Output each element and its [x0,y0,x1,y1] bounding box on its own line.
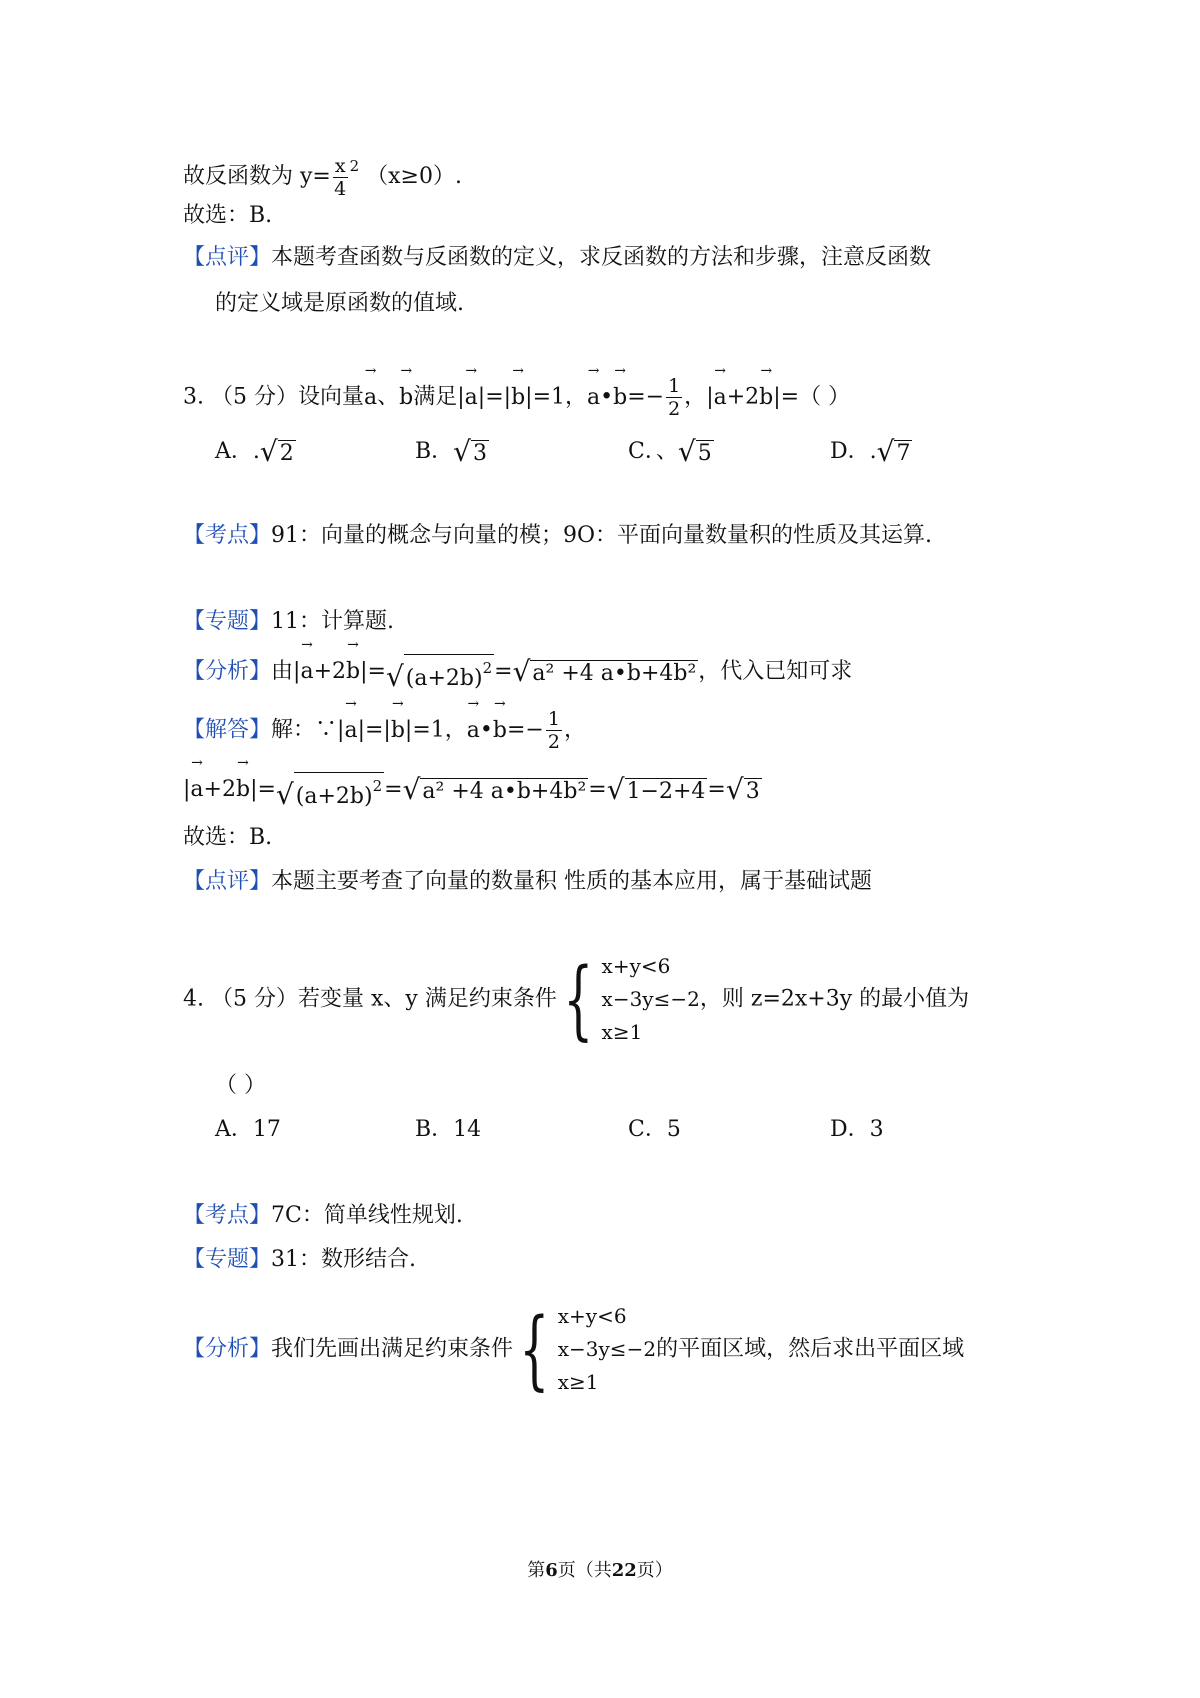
fenxi-tag: 【分析】 [183,659,272,684]
text: 第 [527,1560,546,1581]
text: ， [563,717,586,743]
radicand: a² +4 a•b+4b² [422,779,587,804]
vector-b: → b [236,770,250,806]
fraction-half [546,708,562,753]
numerator: 1 [547,708,560,730]
text: = [506,717,526,743]
brace-icon: { [563,949,594,1050]
radicand: 1−2+4 [626,779,706,804]
text: |= [250,777,276,802]
vector-b: → b [759,378,773,414]
q3-derivation [183,770,762,810]
text: | [706,384,714,410]
option-c[interactable] [628,1114,681,1146]
constraint: x−3y≤−2 [557,1337,657,1361]
q4-zhuanti [183,1244,416,1276]
constraint-system [513,1300,656,1399]
text: |=1， [404,717,467,743]
q3-fenxi [183,652,852,692]
option-value: 17 [252,1117,281,1142]
q3-kaodian [183,520,932,552]
text: |=| [477,384,512,410]
kaodian-text: 91：向量的概念与向量的模；9O：平面向量数量积的性质及其运算. [271,523,933,548]
denominator: 2 [547,731,560,753]
vector-a: → a [300,652,313,688]
option-label: D． [830,1117,870,1142]
vector-b: → b [346,652,360,688]
page-footer [0,1556,1200,1582]
inverse-function-line [183,150,462,200]
text: 的平面区域，然后求出平面区域 [656,1336,965,1362]
constraint: x+y<6 [601,954,671,978]
zhuanti-tag: 【专题】 [183,1247,272,1272]
text: = [707,777,726,802]
zhuanti-tag: 【专题】 [183,609,272,634]
q3-jieda: 【解答】解：∵|→ a|=|→ b|=1，→ a•→ b=− $\frac{1}{2}$ ， [183,708,586,753]
option-c[interactable] [628,436,714,468]
text: |=| [357,717,391,743]
numerator: x [334,154,346,177]
vector-b: → b [613,378,627,414]
constraint-system [557,950,700,1049]
question-number: 3. [183,384,204,410]
review-line-2: 的定义域是原函数的值域. [215,291,464,316]
option-label: A． [215,1117,253,1142]
denominator: 4 [334,177,347,200]
vector-b: → b [493,711,507,747]
question-3-stem: 3. （5 分）设向量→ a、→ b满足|→ a|=|→ b|=1，→ a•→ b=− $\frac{1}{2}$ ，|→ a+2→ b|=（ ） [183,375,850,420]
option-b[interactable] [415,1114,481,1146]
option-b[interactable] [415,436,489,468]
text: |= [360,659,386,684]
total-pages: 22 [611,1560,637,1581]
vector-a: → a [587,378,600,414]
zhuanti-text: 11：计算题. [271,609,395,634]
text: |=1， [525,384,587,410]
brace-icon: { [519,1299,550,1400]
vector-a: → a [344,711,357,747]
radicand [404,654,494,692]
radicand: a² +4 a•b+4b² [532,661,697,686]
review-text: 本题主要考查了向量的数量积 性质的基本应用，属于基础试题 [271,869,873,894]
sqrt: √ 3 [725,773,760,806]
sqrt: √ 2 [259,435,294,468]
text: +2 [726,384,760,410]
option-label: B． [415,1117,454,1142]
text: 设向量 [298,384,365,410]
option-a[interactable] [215,436,296,468]
text: = [494,659,513,684]
sqrt: √ a² +4 a•b+4b² [512,655,697,688]
option-d[interactable] [830,1114,884,1146]
text: 页（共 [557,1560,612,1581]
dot-symbol: • [600,384,614,410]
jieda-tag: 【解答】 [183,717,272,743]
text: 我们先画出满足约束条件 [271,1336,514,1362]
option-label: A． [215,439,253,464]
sqrt: √ 7 [876,435,911,468]
text: . [252,439,260,464]
option-label: C． [628,439,656,464]
text: = [588,777,607,802]
radicand: 5 [697,441,712,466]
sqrt: √ 1−2+4 [606,773,706,806]
review-tag: 【点评】 [183,245,272,270]
text: ，则 z=2x+3y 的最小值为 [699,986,970,1012]
radicand: 3 [745,779,760,804]
review-text: 本题考查函数与反函数的定义，求反函数的方法和步骤，注意反函数 [271,245,932,270]
option-a[interactable] [215,1114,281,1146]
text: 、 [377,384,400,410]
text: = [384,777,403,802]
text: . [869,439,877,464]
option-label: D． [830,439,870,464]
fraction [333,155,348,200]
vector-b: → b [399,378,413,414]
radicand [294,772,384,810]
text: |=（ ） [773,384,851,410]
question-score: （5 分） [211,384,298,410]
q4-kaodian [183,1200,463,1232]
option-label: C． [628,1117,667,1142]
text: ， [684,384,707,410]
exponent: 2 [349,157,360,175]
radicand: 3 [473,441,488,466]
vector-a: → a [465,378,478,414]
vector-b: → b [391,711,405,747]
text: 若变量 x、y 满足约束条件 [298,986,557,1012]
question-number: 4. [183,986,204,1012]
vector-a: → a [190,770,203,806]
option-value: 3 [869,1117,884,1142]
numerator: 1 [668,375,681,397]
review-line-1 [183,242,931,274]
fraction-half [666,375,682,420]
q3-zhuanti [183,606,394,638]
option-d[interactable] [830,436,912,468]
constraint: x≥1 [601,1020,643,1044]
kaodian-tag: 【考点】 [183,523,272,548]
q3-review [183,866,872,898]
text: （x≥0）. [366,164,462,189]
text: +2 [313,659,346,684]
text: = [627,384,646,410]
text: 页） [636,1560,673,1581]
sqrt: √ 3 [453,435,488,468]
text: ，代入已知可求 [698,659,853,684]
sqrt: √ 5 [677,435,712,468]
radicand: 2 [279,441,294,466]
question-score: （5 分） [211,986,298,1012]
vector-a: → a [364,378,377,414]
sqrt: √ $(a+2b)^2$ [276,770,384,810]
zhuanti-text: 31：数形结合. [271,1247,417,1272]
review-tag: 【点评】 [183,869,272,894]
constraint: x+y<6 [557,1304,627,1328]
exponent: 2 [482,659,493,677]
text: 由| [271,659,301,684]
sqrt: √ a² +4 a•b+4b² [402,773,587,806]
text: (a+2b) [295,784,373,809]
exponent: 2 [372,777,383,795]
option-label: B． [415,439,454,464]
fenxi-tag: 【分析】 [183,1336,272,1362]
text: 故反函数为 y= [183,164,331,189]
answer-choice: 故选：B. [183,203,273,228]
radicand: 7 [896,441,911,466]
vector-b: → b [511,378,525,414]
text: (a+2b) [405,666,483,691]
dot-symbol: • [479,717,493,743]
vector-a: → a [714,378,727,414]
option-value: 14 [453,1117,482,1142]
vector-a: → a [467,711,480,747]
option-value: 5 [666,1117,681,1142]
text: 满足| [413,384,465,410]
text: +2 [203,777,236,802]
text: | [183,777,191,802]
page-number: 6 [545,1560,558,1581]
sqrt: √ $(a+2b)^2$ [386,652,494,692]
constraint: x≥1 [557,1370,599,1394]
kaodian-tag: 【考点】 [183,1203,272,1228]
text: 解：∵| [271,717,345,743]
q4-fenxi [183,1300,964,1399]
denominator: 2 [668,398,681,420]
text: 、 [655,439,678,464]
question-4-stem [183,950,969,1049]
constraint: x−3y≤−2 [601,987,700,1011]
q4-blank: （ ） [215,1073,266,1098]
kaodian-text: 7C：简单线性规划. [271,1203,463,1228]
q3-answer-choice: 故选：B. [183,825,273,850]
